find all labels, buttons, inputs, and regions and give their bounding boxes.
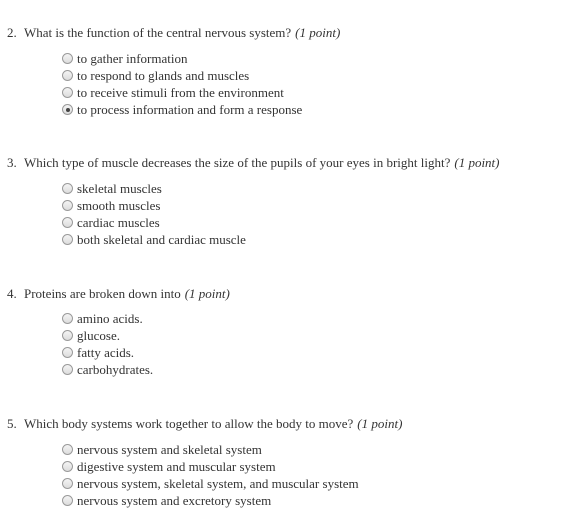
- radio-button[interactable]: [62, 87, 73, 98]
- question-prompt: [7, 286, 230, 301]
- radio-button-selected[interactable]: [62, 104, 73, 115]
- question-prompt: [7, 416, 402, 431]
- question-text: Which type of muscle decreases the size of the pupils of your eyes in bright light?: [24, 155, 451, 170]
- radio-button[interactable]: [62, 313, 73, 324]
- answer-option-label: fatty acids.: [77, 345, 135, 360]
- radio-button[interactable]: [62, 234, 73, 245]
- question-number: 3.: [7, 155, 17, 170]
- answer-option-label: carbohydrates.: [77, 362, 154, 377]
- radio-button[interactable]: [62, 183, 73, 194]
- answer-option[interactable]: [62, 51, 187, 66]
- answer-option-label: to receive stimuli from the environment: [77, 85, 284, 100]
- answer-option[interactable]: [62, 442, 262, 457]
- radio-button[interactable]: [62, 217, 73, 228]
- answer-option[interactable]: [62, 102, 302, 117]
- radio-button[interactable]: [62, 478, 73, 489]
- radio-button[interactable]: [62, 347, 73, 358]
- question-text: Proteins are broken down into: [24, 286, 181, 301]
- answer-option[interactable]: [62, 68, 249, 83]
- question-prompt: [7, 25, 340, 40]
- answer-option[interactable]: [62, 476, 359, 491]
- question-points: (1 point): [357, 416, 403, 431]
- question-points: (1 point): [295, 25, 341, 40]
- question-prompt: [7, 155, 500, 170]
- answer-option-label: cardiac muscles: [77, 215, 160, 230]
- answer-option-label: amino acids.: [77, 311, 143, 326]
- answer-option-label: nervous system, skeletal system, and muscular system: [77, 476, 359, 491]
- question-number: 2.: [7, 25, 17, 40]
- answer-option[interactable]: [62, 232, 246, 247]
- answer-option[interactable]: [62, 181, 162, 196]
- radio-button[interactable]: [62, 495, 73, 506]
- answer-option-label: nervous system and excretory system: [77, 493, 272, 508]
- answer-option-label: nervous system and skeletal system: [77, 442, 262, 457]
- radio-button[interactable]: [62, 53, 73, 64]
- question-points: (1 point): [184, 286, 230, 301]
- answer-option[interactable]: [62, 493, 271, 508]
- question-number: 5.: [7, 416, 17, 431]
- question-points: (1 point): [454, 155, 500, 170]
- answer-option[interactable]: [62, 345, 134, 360]
- radio-button[interactable]: [62, 330, 73, 341]
- answer-option[interactable]: [62, 362, 153, 377]
- question-text: What is the function of the central nervous system?: [24, 25, 292, 40]
- question-number: 4.: [7, 286, 17, 301]
- answer-option-label: glucose.: [77, 328, 120, 343]
- answer-option-label: to respond to glands and muscles: [77, 68, 250, 83]
- radio-button[interactable]: [62, 461, 73, 472]
- radio-button[interactable]: [62, 364, 73, 375]
- answer-option-label: both skeletal and cardiac muscle: [77, 232, 246, 247]
- answer-option[interactable]: [62, 459, 276, 474]
- answer-option-label: digestive system and muscular system: [77, 459, 276, 474]
- radio-button[interactable]: [62, 444, 73, 455]
- answer-option[interactable]: [62, 85, 284, 100]
- answer-option[interactable]: [62, 328, 120, 343]
- answer-option[interactable]: [62, 198, 160, 213]
- answer-option-label: to process information and form a response: [77, 102, 303, 117]
- answer-option[interactable]: [62, 215, 160, 230]
- radio-button[interactable]: [62, 200, 73, 211]
- answer-option-label: smooth muscles: [77, 198, 161, 213]
- radio-button[interactable]: [62, 70, 73, 81]
- answer-option-label: to gather information: [77, 51, 188, 66]
- answer-option-label: skeletal muscles: [77, 181, 162, 196]
- answer-option[interactable]: [62, 311, 143, 326]
- question-text: Which body systems work together to allow the body to move?: [24, 416, 354, 431]
